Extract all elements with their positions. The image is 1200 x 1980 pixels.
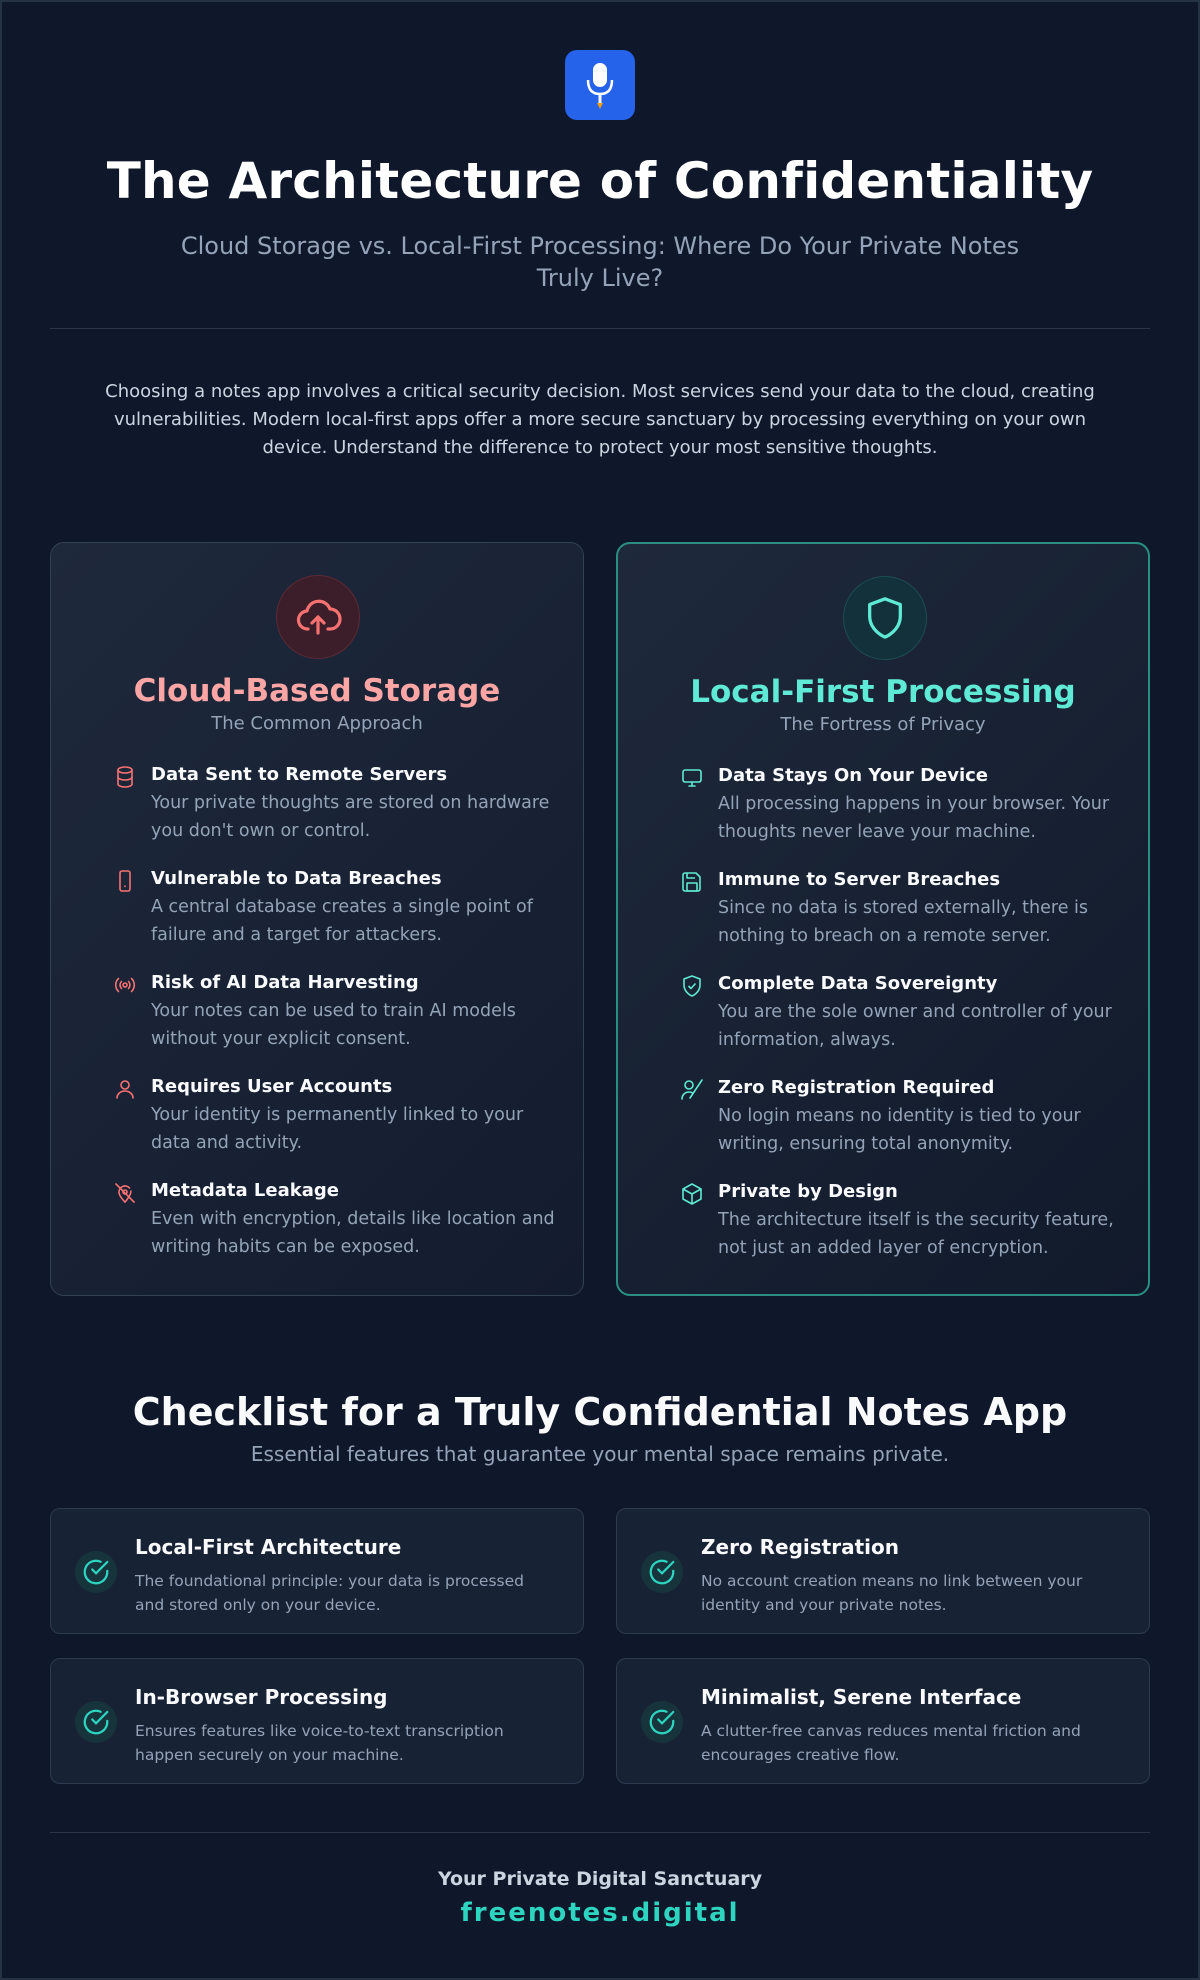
checklist-card-desc: No account creation means no link between your identity and your private notes. bbox=[701, 1572, 1083, 1614]
checklist-card-title: Minimalist, Serene Interface bbox=[701, 1685, 1022, 1709]
cloud-item-desc: Your notes can be used to train AI models without your explicit consent. bbox=[151, 1001, 516, 1049]
monitor-icon bbox=[680, 766, 704, 790]
local-item-desc: Since no data is stored externally, there is nothing to breach on a remote server. bbox=[718, 898, 1089, 946]
checklist-subtitle: Essential features that guarantee your mental space remains private. bbox=[250, 1442, 950, 1466]
checklist-card-title: Zero Registration bbox=[701, 1535, 899, 1559]
save-icon bbox=[680, 870, 704, 894]
divider bbox=[50, 328, 1150, 329]
shield-icon bbox=[843, 576, 927, 660]
cloud-upload-icon bbox=[276, 575, 360, 659]
checklist-card bbox=[50, 1658, 584, 1784]
local-item-title: Immune to Server Breaches bbox=[718, 869, 1001, 890]
local-item-desc: You are the sole owner and controller of your information, always. bbox=[718, 1002, 1112, 1050]
cloud-card-title: Cloud-Based Storage bbox=[133, 673, 501, 709]
cloud-item bbox=[81, 1075, 561, 1179]
local-item-desc: The architecture itself is the security feature, not just an added layer of encryption. bbox=[718, 1210, 1114, 1258]
database-icon bbox=[113, 765, 137, 789]
user-off-icon bbox=[680, 1078, 704, 1102]
checklist-card-desc: The foundational principle: your data is processed and stored only on your device. bbox=[135, 1572, 524, 1614]
local-card-title: Local-First Processing bbox=[690, 674, 1076, 710]
cloud-item-title: Metadata Leakage bbox=[151, 1180, 339, 1201]
phone-icon bbox=[113, 869, 137, 893]
cloud-item-desc: Your private thoughts are stored on hardware you don't own or control. bbox=[151, 793, 550, 841]
check-circle-icon bbox=[641, 1551, 683, 1593]
checklist-card bbox=[616, 1508, 1150, 1634]
local-item-title: Zero Registration Required bbox=[718, 1077, 995, 1098]
cloud-item bbox=[81, 1179, 561, 1283]
cloud-item-title: Risk of AI Data Harvesting bbox=[151, 972, 419, 993]
check-circle-icon bbox=[641, 1701, 683, 1743]
local-item bbox=[648, 1076, 1128, 1180]
checklist-card-title: Local-First Architecture bbox=[135, 1535, 402, 1559]
checklist-card-title: In-Browser Processing bbox=[135, 1685, 388, 1709]
local-card-subtitle: The Fortress of Privacy bbox=[780, 714, 986, 735]
broadcast-icon bbox=[113, 973, 137, 997]
page-title: The Architecture of Confidentiality bbox=[106, 152, 1094, 210]
cloud-item-desc: Your identity is permanently linked to your data and activity. bbox=[151, 1105, 524, 1153]
local-item bbox=[648, 1180, 1128, 1284]
cloud-item bbox=[81, 867, 561, 971]
cloud-item-title: Requires User Accounts bbox=[151, 1076, 393, 1097]
local-item-desc: No login means no identity is tied to your writing, ensuring total anonymity. bbox=[718, 1106, 1081, 1154]
intro-paragraph: Choosing a notes app involves a critical security decision. Most services send your data to the cloud, creating vulnerabilities. Modern local-first apps offer a more secure sanctuary by processing everything on your own device. Understand the difference to protect your most sensitive thoughts. bbox=[105, 381, 1095, 458]
local-item-desc: All processing happens in your browser. Your thoughts never leave your machine. bbox=[718, 794, 1110, 842]
cloud-item-desc: A central database creates a single point of failure and a target for attackers. bbox=[151, 897, 533, 945]
local-item bbox=[648, 972, 1128, 1076]
divider bbox=[50, 1832, 1150, 1833]
cloud-storage-card bbox=[50, 542, 584, 1296]
cloud-item-title: Vulnerable to Data Breaches bbox=[151, 868, 442, 889]
checklist-card-desc: Ensures features like voice-to-text transcription happen securely on your machine. bbox=[135, 1722, 504, 1764]
checklist-card bbox=[50, 1508, 584, 1634]
checklist-card-desc: A clutter-free canvas reduces mental friction and encourages creative flow. bbox=[701, 1722, 1081, 1764]
checklist-title: Checklist for a Truly Confidential Notes App bbox=[132, 1390, 1068, 1434]
cloud-item bbox=[81, 763, 561, 867]
check-circle-icon bbox=[75, 1701, 117, 1743]
local-item-title: Complete Data Sovereignty bbox=[718, 973, 998, 994]
box-icon bbox=[680, 1182, 704, 1206]
local-item bbox=[648, 868, 1128, 972]
cloud-item-desc: Even with encryption, details like location and writing habits can be exposed. bbox=[151, 1209, 555, 1257]
shield-check-icon bbox=[680, 974, 704, 998]
checklist-card bbox=[616, 1658, 1150, 1784]
page-subtitle: Cloud Storage vs. Local-First Processing: Where Do Your Private Notes Truly Live? bbox=[180, 232, 1020, 292]
user-icon bbox=[113, 1077, 137, 1101]
cloud-card-subtitle: The Common Approach bbox=[211, 713, 423, 734]
microphone-logo-icon bbox=[565, 50, 635, 120]
location-off-icon bbox=[113, 1181, 137, 1205]
footer-tagline: Your Private Digital Sanctuary bbox=[437, 1868, 763, 1890]
cloud-item bbox=[81, 971, 561, 1075]
local-item bbox=[648, 764, 1128, 868]
local-item-title: Private by Design bbox=[718, 1181, 898, 1202]
local-item-title: Data Stays On Your Device bbox=[718, 765, 988, 786]
cloud-item-title: Data Sent to Remote Servers bbox=[151, 764, 448, 785]
local-first-card bbox=[616, 542, 1150, 1296]
check-circle-icon bbox=[75, 1551, 117, 1593]
footer-link[interactable]: freenotes.digital bbox=[460, 1898, 740, 1928]
